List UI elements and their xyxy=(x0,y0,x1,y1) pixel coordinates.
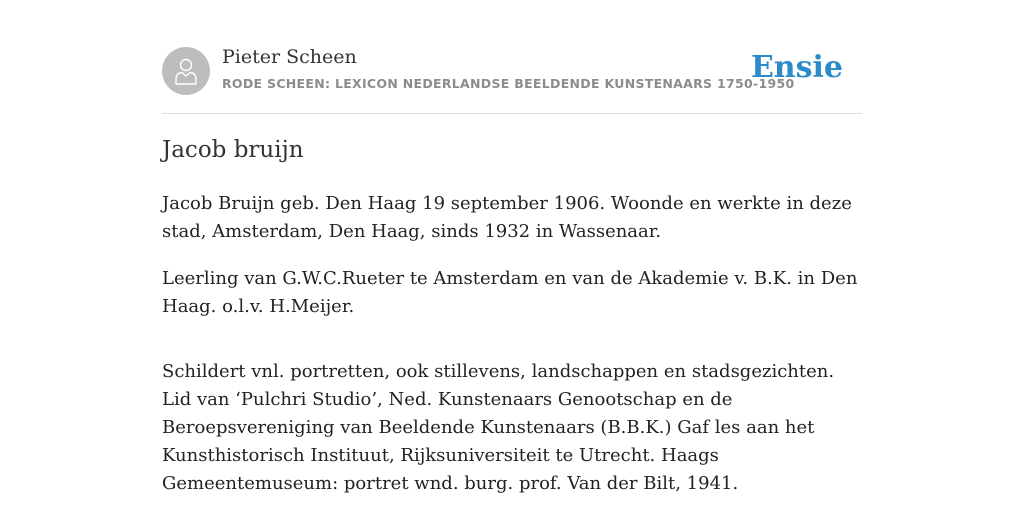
article-title: Jacob bruijn xyxy=(162,137,304,163)
article-body xyxy=(162,190,862,512)
divider xyxy=(162,113,862,114)
paragraph: Leerling van G.W.C.Rueter te Amsterdam en van de Akademie v. B.K. in Den Haag. o.l.v. H.Meijer. xyxy=(162,268,858,317)
user-icon xyxy=(174,57,198,85)
source-title[interactable]: RODE SCHEEN: LEXICON NEDERLANDSE BEELDENDE KUNSTENAARS 1750-1950 xyxy=(222,76,795,91)
ensie-logo[interactable]: Ensie xyxy=(750,50,843,85)
avatar[interactable] xyxy=(162,47,210,95)
paragraph: Schildert vnl. portretten, ook stillevens, landschappen en stadsgezichten. Lid van ‘Pulchri Studio’, Ned. Kunstenaars Genootschap en de Beroepsvereniging van Beeldende Kunstenaars (B.B.K.) Gaf les aan het Kunsthistorisch Instituut, Rijksuniversiteit te Utrecht. Haags Gemeentemuseum: portret wnd. burg. prof. Van der Bilt, 1941. xyxy=(162,361,835,494)
article-header xyxy=(162,44,862,98)
paragraph: Jacob Bruijn geb. Den Haag 19 september 1906. Woonde en werkte in deze stad, Amsterdam, Den Haag, sinds 1932 in Wassenaar. xyxy=(162,193,852,242)
author-name[interactable]: Pieter Scheen xyxy=(222,46,357,68)
